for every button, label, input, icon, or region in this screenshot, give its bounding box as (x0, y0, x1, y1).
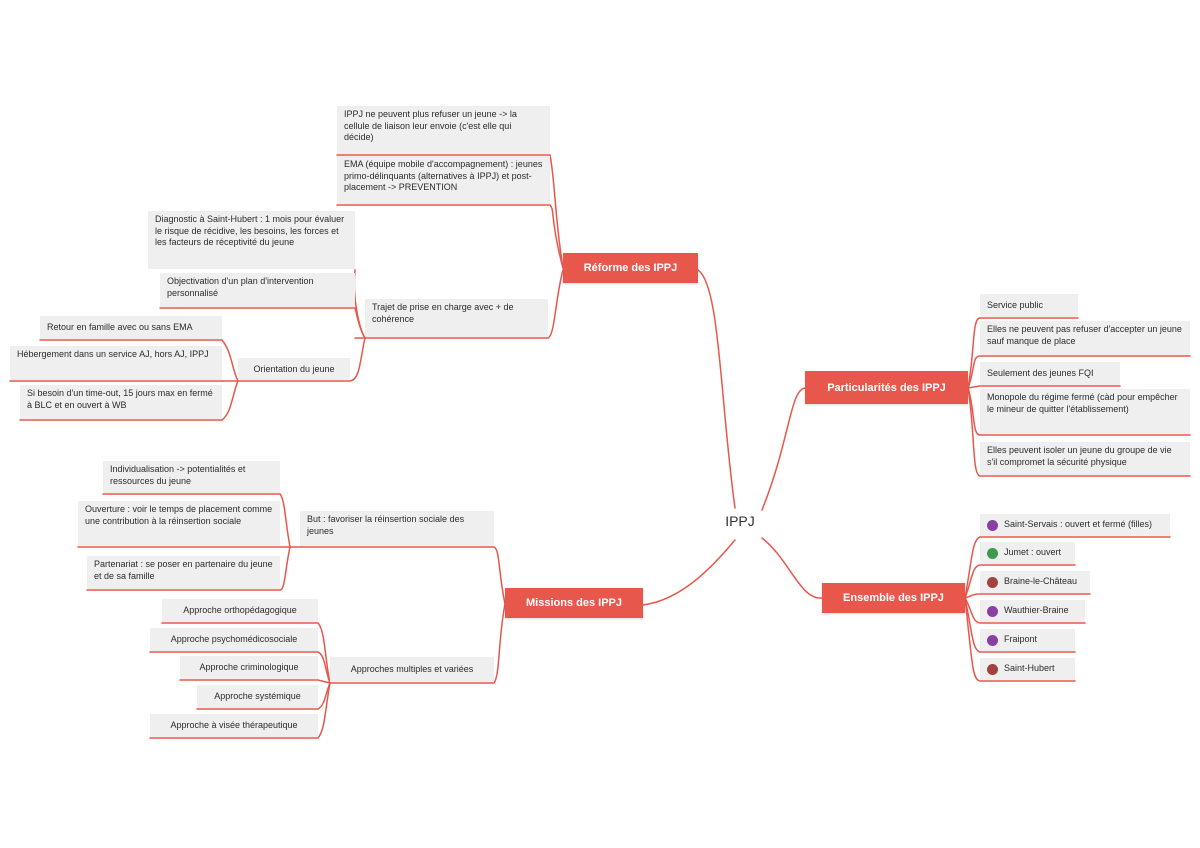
node-approche-psycho[interactable]: Approche psychomédicosociale (150, 628, 318, 651)
node-jeunes-fqi[interactable]: Seulement des jeunes FQI (980, 362, 1120, 385)
node-monopole[interactable]: Monopole du régime fermé (càd pour empêcher le mineur de quitter l'établissement) (980, 389, 1190, 434)
brown-dot-icon (987, 577, 998, 588)
ippj-label: Wauthier-Braine (1004, 605, 1069, 616)
ippj-label: Braine-le-Château (1004, 576, 1078, 587)
node-ouverture[interactable]: Ouverture : voir le temps de placement comme une contribution à la réinsertion sociale (78, 501, 280, 546)
node-approche-systemique[interactable]: Approche systémique (197, 685, 318, 708)
node-approche-crimino[interactable]: Approche criminologique (180, 656, 318, 679)
branch-missions[interactable]: Missions des IPPJ (505, 588, 643, 618)
brown-dot-icon (987, 664, 998, 675)
node-isoler[interactable]: Elles peuvent isoler un jeune du groupe de vie s'il compromet la sécurité physique (980, 442, 1190, 475)
node-jumet[interactable] (980, 542, 1075, 564)
node-fraipont[interactable] (980, 629, 1075, 651)
node-service-public[interactable]: Service public (980, 294, 1078, 317)
node-reforme-refus[interactable]: IPPJ ne peuvent plus refuser un jeune -> la cellule de liaison leur envoie (c'est elle qui décide) (337, 106, 550, 154)
node-individualisation[interactable]: Individualisation -> potentialités et ressources du jeune (103, 461, 280, 493)
node-but[interactable]: But : favoriser la réinsertion sociale des jeunes (300, 511, 494, 546)
node-approches[interactable]: Approches multiples et variées (330, 657, 494, 682)
ippj-label: Jumet : ouvert (1004, 547, 1062, 558)
branch-particularites[interactable]: Particularités des IPPJ (805, 371, 968, 404)
ippj-label: Fraipont (1004, 634, 1038, 645)
node-orientation[interactable]: Orientation du jeune (238, 358, 350, 380)
purple-dot-icon (987, 635, 998, 646)
node-diagnostic[interactable]: Diagnostic à Saint-Hubert : 1 mois pour évaluer le risque de récidive, les besoins, les forces et les facteurs de réceptivité du jeune (148, 211, 355, 269)
node-hebergement[interactable]: Hébergement dans un service AJ, hors AJ, IPPJ (10, 346, 222, 380)
node-trajet[interactable]: Trajet de prise en charge avec + de cohérence (365, 299, 548, 337)
node-partenariat[interactable]: Partenariat : se poser en partenaire du jeune et de sa famille (87, 556, 280, 589)
node-saint-servais[interactable] (980, 514, 1170, 536)
branch-ensemble[interactable]: Ensemble des IPPJ (822, 583, 965, 613)
ippj-label: Saint-Servais : ouvert et fermé (filles) (1004, 519, 1153, 530)
green-dot-icon (987, 548, 998, 559)
branch-reforme[interactable]: Réforme des IPPJ (563, 253, 698, 283)
ippj-label: Saint-Hubert (1004, 663, 1055, 674)
purple-dot-icon (987, 520, 998, 531)
node-approche-therapeutique[interactable]: Approche à visée thérapeutique (150, 714, 318, 737)
node-reforme-ema[interactable]: EMA (équipe mobile d'accompagnement) : jeunes primo-délinquants (alternatives à IPPJ) et post-placement -> PREVENTION (337, 156, 550, 204)
node-saint-hubert[interactable] (980, 658, 1075, 680)
central-topic[interactable]: IPPJ (725, 513, 755, 529)
node-timeout[interactable]: Si besoin d'un time-out, 15 jours max en fermé à BLC et en ouvert à WB (20, 385, 222, 419)
node-refus-jeune[interactable]: Elles ne peuvent pas refuser d'accepter un jeune sauf manque de place (980, 321, 1190, 355)
node-approche-ortho[interactable]: Approche orthopédagogique (162, 599, 318, 622)
node-braine-le-chateau[interactable] (980, 571, 1090, 593)
node-retour-famille[interactable]: Retour en famille avec ou sans EMA (40, 316, 222, 339)
node-objectivation[interactable]: Objectivation d'un plan d'intervention personnalisé (160, 273, 355, 307)
purple-dot-icon (987, 606, 998, 617)
node-wauthier-braine[interactable] (980, 600, 1085, 622)
